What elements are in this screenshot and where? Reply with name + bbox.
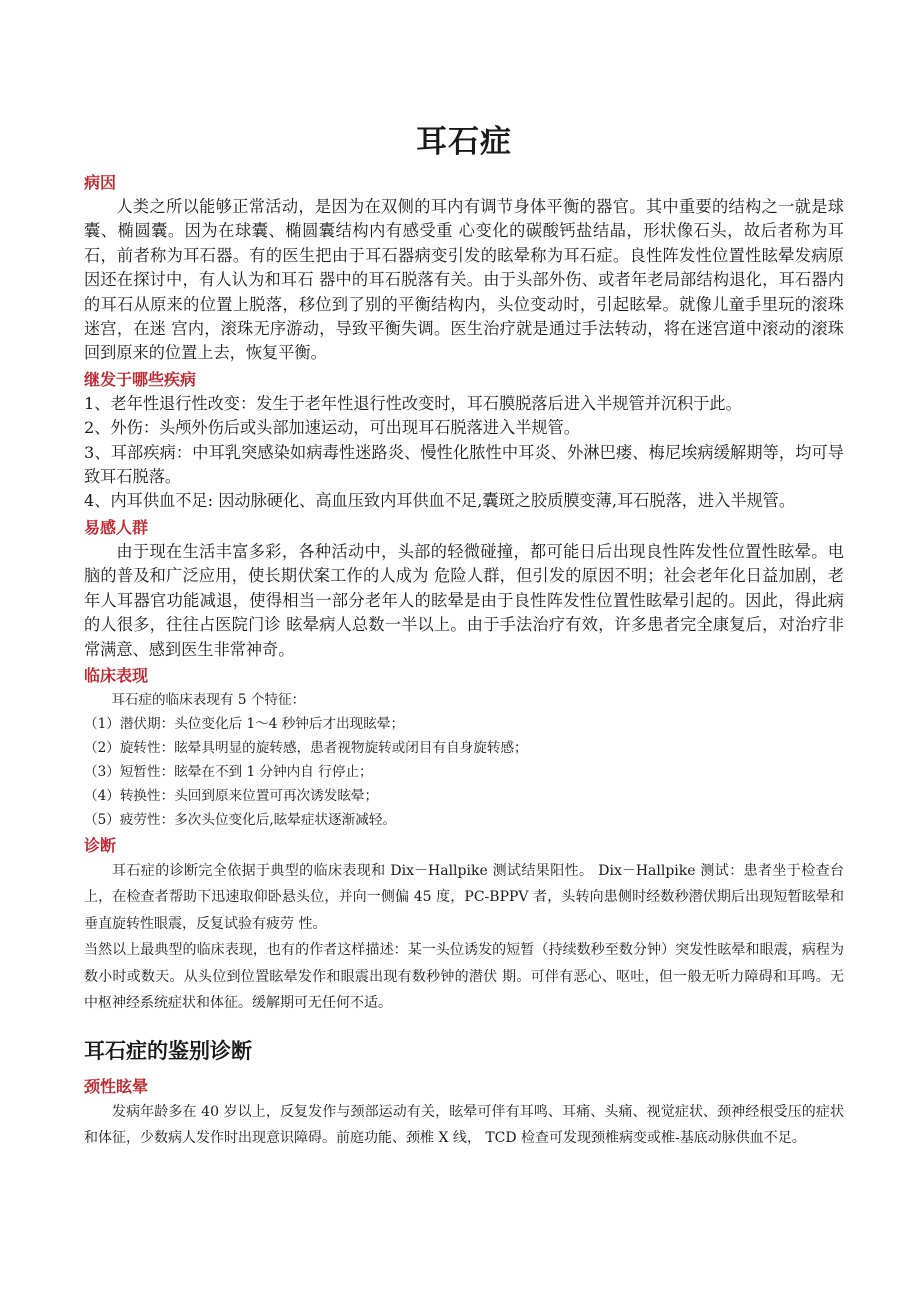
heading-clinical: 临床表现	[84, 665, 149, 685]
heading-diagnosis: 诊断	[84, 835, 117, 855]
paragraph-susceptible: 由于现在生活丰富多彩，各种活动中，头部的轻微碰撞，都可能日后出现良性阵发性位置性眩晕。电脑的普及和广泛应用，使长期伏案工作的人成为 危险人群，但引发的原因不明；社会老年化日益加剧，老年人耳器官功能减退，使得相当一部分老年人的眩晕是由于良性阵发性位置性眩晕引起的。因此，得此病的人很多，往往占医院门诊 眩晕病人总数一半以上。由于手法治疗有效，许多患者完全康复后，对治疗非常满意、感到医生非常神奇。	[84, 541, 844, 659]
heading-susceptible: 易感人群	[84, 517, 149, 537]
paragraph-clinical-intro: 耳石症的临床表现有 5 个特征：	[111, 691, 306, 708]
list-item: （3）短暂性：眩晕在不到 1 分钟内自 行停止；	[84, 763, 373, 780]
paragraph-cervical-vertigo: 发病年龄多在 40 岁以上，反复发作与颈部运动有关，眩晕可伴有耳鸣、耳痛、头痛、视觉症状、颈神经根受压的症状和体征，少数病人发作时出现意识障碍。前庭功能、颈椎 X 线， TCD 检查可发现颈椎病变或椎-基底动脉供血不足。	[84, 1103, 844, 1147]
list-item: 2、外伤：头颅外伤后或头部加速运动，可出现耳石脱落进入半规管。	[84, 418, 580, 438]
list-item: 3、耳部疾病：中耳乳突感染如病毒性迷路炎、慢性化脓性中耳炎、外淋巴瘘、梅尼埃病缓解期等，均可导致耳石脱落。	[84, 442, 844, 487]
paragraph-cause: 人类之所以能够正常活动，是因为在双侧的耳内有调节身体平衡的器官。其中重要的结构之一就是球囊、椭圆囊。因为在球囊、椭圆囊结构内有感受重 心变化的碳酸钙盐结晶，形状像石头，故后者称为耳石，前者称为耳石器。有的医生把由于耳石器病变引发的眩晕称为耳石症。良性阵发性位置性眩晕发病原因还在探讨中，有人认为和耳石 器中的耳石脱落有关。由于头部外伤、或者年老局部结构退化，耳石器内的耳石从原来的位置上脱落，移位到了别的平衡结构内，头位变动时，引起眩晕。就像儿童手里玩的滚珠迷宫，在迷 宫内，滚珠无序游动，导致平衡失调。医生治疗就是通过手法转动，将在迷宫道中滚动的滚珠回到原来的位置上去，恢复平衡。	[84, 197, 844, 363]
list-item: 4、内耳供血不足: 因动脉硬化、高血压致内耳供血不足,囊斑之胶质膜变薄,耳石脱落，进入半规管。	[84, 491, 796, 511]
heading-cervical-vertigo: 颈性眩晕	[84, 1076, 149, 1096]
list-item: （2）旋转性：眩晕具明显的旋转感，患者视物旋转或闭目有自身旋转感；	[84, 739, 528, 756]
heading-secondary: 继发于哪些疾病	[84, 369, 197, 389]
heading-cause: 病因	[84, 173, 117, 192]
heading-differential: 耳石症的鉴别诊断	[84, 1038, 252, 1063]
paragraph-diagnosis-1: 耳石症的诊断完全依据于典型的临床表现和 Dix－Hallpike 测试结果阳性。 Dix－Hallpike 测试：患者坐于检查台上，在检查者帮助下迅速取仰卧悬头位，并向一侧偏 45 度，PC-BPPV 者，头转向患侧时经数秒潜伏期后出现短暂眩晕和垂直旋转性眼震，反复试验有疲劳 性。	[84, 862, 844, 932]
list-item: （4）转换性：头回到原来位置可再次诱发眩晕；	[84, 787, 379, 804]
list-item: 1、老年性退行性改变：发生于老年性退行性改变时，耳石膜脱落后进入半规管并沉积于此。	[84, 393, 742, 413]
list-item: （1）潜伏期：头位变化后 1～4 秒钟后才出现眩晕；	[84, 715, 405, 732]
paragraph-diagnosis-2: 当然以上最典型的临床表现，也有的作者这样描述：某一头位诱发的短暂（持续数秒至数分钟）突发性眩晕和眼震，病程为数小时或数天。从头位到位置眩晕发作和眼震出现有数秒钟的潜伏 期。可伴有恶心、呕吐，但一般无听力障碍和耳鸣。无中枢神经系统症状和体征。缓解期可无任何不适。	[84, 942, 844, 1012]
page-title: 耳石症	[416, 124, 512, 160]
document-page	[84, 116, 844, 1152]
list-item: （5）疲劳性：多次头位变化后,眩晕症状逐渐减轻。	[84, 811, 397, 828]
